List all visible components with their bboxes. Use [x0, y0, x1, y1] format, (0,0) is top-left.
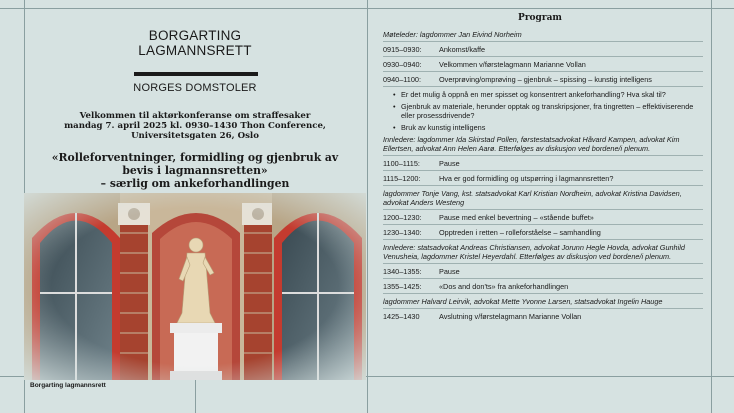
program-divider [383, 86, 703, 87]
program-note: Møteleder: lagdommer Jan Eivind Norheim [383, 30, 522, 39]
program-time-row [383, 174, 703, 183]
program-entry [383, 267, 703, 276]
program-time: 1200–1230: [383, 213, 422, 222]
program-time-row [383, 45, 703, 54]
program-panel [375, 8, 705, 380]
program-note: lagdommer Tonje Vang, kst. statsadvokat Karl Kristian Nordheim, advokat Kristina Davidsen, advokat Anders Westeng [383, 189, 682, 207]
program-session-title: Pause [439, 159, 460, 168]
program-session-title: «Dos and don'ts» fra ankeforhandlingen [439, 282, 569, 291]
program-time: 1355–1425: [383, 282, 422, 291]
program-time-row [383, 228, 703, 237]
program-entry [383, 243, 703, 261]
program-time-row [383, 159, 703, 168]
conference-title-line-1: «Rolleforventninger, formidling og gjenbruk av [51, 151, 339, 164]
program-divider [383, 170, 703, 171]
court-name-line1: BORGARTING [148, 28, 242, 43]
program-divider [383, 71, 703, 72]
program-time: 1115–1200: [383, 174, 421, 183]
title-underline-bar [134, 72, 258, 76]
program-time: 0940–1100: [383, 75, 422, 84]
program-session-title: Pause med enkel bevertning – «stående buffet» [439, 213, 594, 222]
program-divider [383, 41, 703, 42]
program-divider [383, 308, 703, 309]
left-panel [24, 8, 366, 380]
program-note: Innledere: statsadvokat Andreas Christiansen, advokat Jorunn Hegle Hovda, advokat Gunhild Venusheia, lagdommer Kristel Heyerdahl. Etterfølges av diskusjon ved bordene/i plenum. [383, 243, 685, 261]
program-time-row [383, 213, 703, 222]
program-divider [383, 209, 703, 210]
program-time: 1100–1115: [383, 159, 420, 168]
conference-title-line-2: bevis i lagmannsretten» [122, 164, 268, 177]
program-session-title: Opptreden i retten – rolleforståelse – samhandling [439, 228, 601, 237]
program-entry [383, 174, 703, 183]
program-entry [383, 45, 703, 54]
program-entry [383, 60, 703, 69]
program-entry [383, 213, 703, 222]
program-list [383, 30, 703, 321]
program-divider [383, 293, 703, 294]
court-name [24, 28, 366, 58]
footer-court-name: Borgarting lagmannsrett [30, 382, 106, 389]
program-divider [383, 239, 703, 240]
program-divider [383, 56, 703, 57]
frame-inner-line [195, 376, 196, 413]
program-time: 1425–1430 [383, 312, 420, 321]
program-bullet-item: • Gjenbruk av materiale, herunder opptak og transkripsjoner, fra tingretten – effektiviserende eller prosessdrivende? [393, 102, 703, 120]
program-entry [383, 282, 703, 291]
program-divider [383, 278, 703, 279]
program-session-title: Hva er god formidling og utspørring i lagmannsretten? [439, 174, 614, 183]
program-session-title: Pause [439, 267, 460, 276]
program-time-row [383, 282, 703, 291]
program-entry [383, 90, 703, 132]
program-bullet-item: • Bruk av kunstig intelligens [393, 123, 703, 132]
conference-title [34, 151, 356, 190]
program-divider [383, 263, 703, 264]
program-note: lagdommer Halvard Leirvik, advokat Mette Yvonne Larsen, statsadvokat Ingelin Hauge [383, 297, 663, 306]
welcome-text [44, 111, 346, 141]
program-entry [383, 312, 703, 321]
frame-mid-line [367, 0, 368, 413]
program-entry [383, 228, 703, 237]
program-session-title: Avslutning v/førstelagmann Marianne Vollan [439, 312, 582, 321]
program-time-row [383, 75, 703, 84]
program-time-row [383, 60, 703, 69]
program-bullet-list [383, 90, 703, 132]
conference-title-line-3: – særlig om ankeforhandlingen [100, 177, 290, 190]
program-session-title: Velkommen v/førstelagmann Marianne Vollan [439, 60, 586, 69]
program-divider [383, 224, 703, 225]
court-name-line2: LAGMANNSRETT [138, 43, 252, 58]
building-facade-photo [24, 193, 366, 380]
program-time: 1340–1355: [383, 267, 422, 276]
program-time: 0915–0930: [383, 45, 422, 54]
program-note: Innledere: lagdommer Ida Skirstad Pollen, førstestatsadvokat Håvard Kampen, advokat Kim Ellertsen, advokat Ann Helen Aarø. Etterfølges av diskusjon ved bordene/i plenum. [383, 135, 680, 153]
program-entry [383, 189, 703, 207]
program-entry [383, 159, 703, 168]
program-divider [383, 185, 703, 186]
program-bullet-item: • Er det mulig å oppnå en mer spisset og konsentrert ankeforhandling? Hva skal til? [393, 90, 703, 99]
welcome-line-2: mandag 7. april 2025 kl. 0930–1430 Thon Conference, [64, 121, 326, 131]
program-entry [383, 135, 703, 153]
program-time-row [383, 267, 703, 276]
program-time: 0930–0940: [383, 60, 422, 69]
program-entry [383, 75, 703, 84]
program-entry [383, 30, 703, 39]
frame-right-line [711, 0, 712, 413]
welcome-line-3: Universitetsgaten 26, Oslo [131, 131, 259, 141]
organization-name: NORGES DOMSTOLER [133, 82, 257, 94]
program-time: 1230–1340: [383, 228, 422, 237]
program-session-title: Overprøving/omprøving – gjenbruk – spissing – kunstig intelligens [439, 75, 652, 84]
welcome-line-1: Velkommen til aktørkonferanse om straffesaker [79, 111, 311, 121]
program-divider [383, 155, 703, 156]
program-entry [383, 297, 703, 306]
program-session-title: Ankomst/kaffe [439, 45, 486, 54]
program-heading: Program [518, 13, 562, 23]
program-time-row [383, 312, 703, 321]
